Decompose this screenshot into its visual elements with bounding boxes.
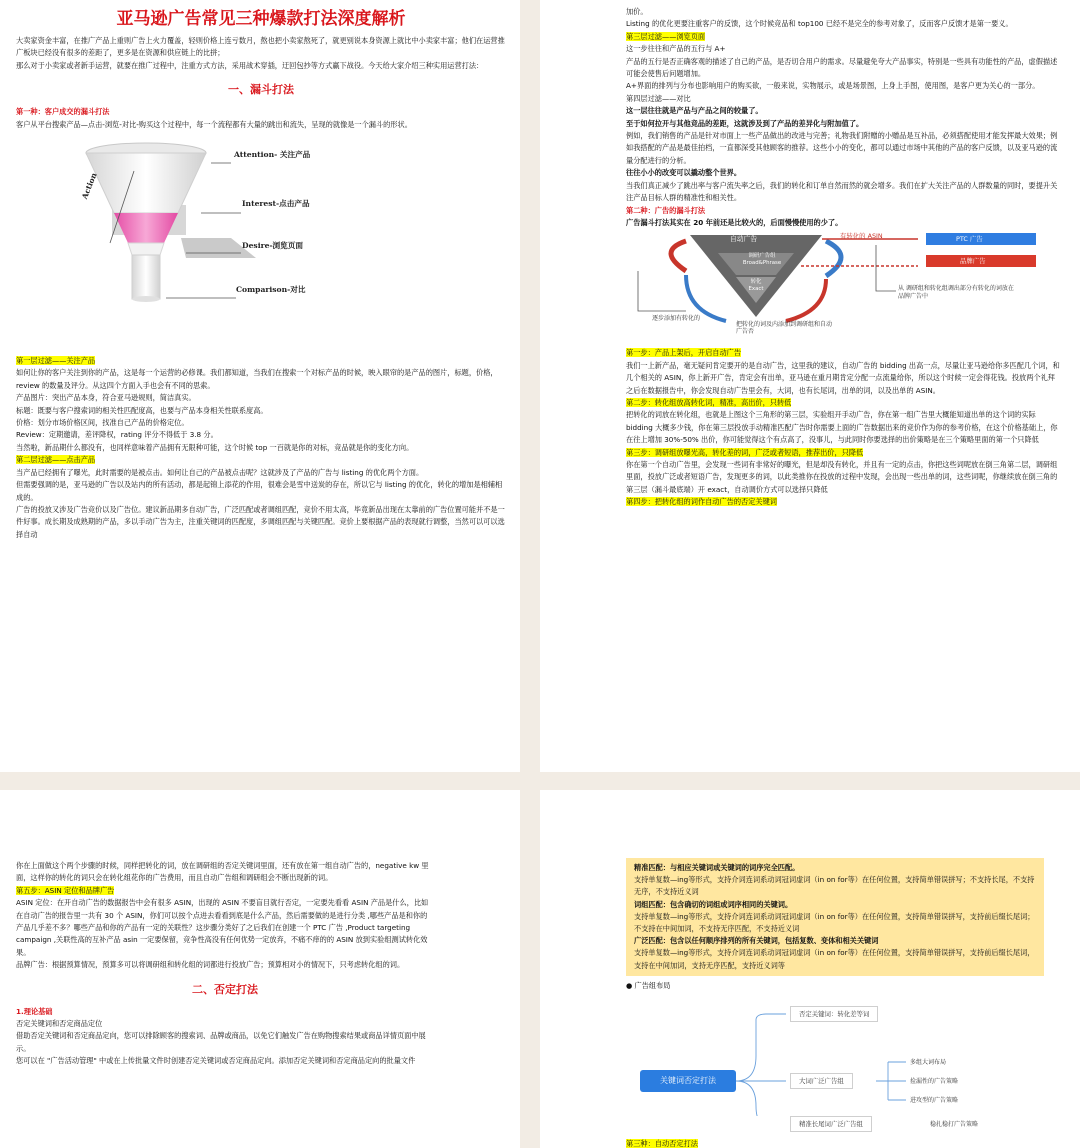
funnel-label-interest: Interest-点击产品 (242, 199, 310, 209)
tree-leaf-multi-group: 多组大词布局 (910, 1059, 947, 1067)
layer3-text-3: A+界面的排列与分布也影响用户的购买欲，一般来说，实物展示，或是场景图，上身上手图，使用图，是客户更为关心的一部分。 (626, 81, 1040, 91)
step3-heading: 第三步：调研组放曝光高，转化差的词，广泛或者短语，推荐出价，只降低 (626, 447, 864, 457)
layer4-text-3: 例如，我们销售的产品是针对市面上一些产品做出的改进与完善；礼物我们附赠的小赠品是互补品，必须搭配使用才能发挥最大效果；例如我搭配的产品是最佳拍档，一直都深受其他顾客的推荐。这些小小的变化，都可以通过市场中其他的产品的客户反馈，以及亚马逊的流量分配进行的分析。 (626, 131, 1058, 165)
p3-top-text: 你在上面做这个两个步骤的时候，同样把转化的词，放在调研组的否定关键词里面，还有放在第一组自动广告的，negative kw 里面，这样你的转化的词只会在转化组花你的广告费用，而且自动广告组和调研组会不断出现新的词。 (16, 861, 429, 883)
step4-heading: 第四步：把转化组的词作自动广告的否定关键词 (626, 497, 777, 507)
step2-heading: 第二步：转化组放高转化词，精准，高出价，只转低 (626, 397, 792, 407)
diag-exact: 转化 Exact (748, 279, 764, 293)
section-heading-funnel: 一、漏斗打法 (228, 83, 294, 97)
kind1-heading: 第一种：客户成交的漏斗打法 (16, 107, 110, 117)
theory-text-3: 您可以在 "广告活动管理" 中或在上传批量文件时创建否定关键词或否定商品定向。添加否定关键词和否定商品定向的批量文件 (16, 1056, 416, 1066)
kind1-text: 客户从平台搜索产品—点击-浏览-对比-购买这个过程中，每一个流程都有大量的跳出和流失，呈现的就像是一个漏斗的形状。 (16, 119, 412, 129)
layer4-text-5: 当我们真正减少了跳出率与客户流失率之后，我们的转化和订单自然而然的就会增多。我们在扩大关注产品的人群数量的同时，要提升关注产品目标人群的精准性和相关性。 (626, 180, 1058, 203)
page-3 (0, 790, 520, 1148)
diag-neg2: 把转化的词及内添加到调研组和自动广告否 (736, 321, 833, 336)
step1-text: 我们一上新产品，毫无疑问肯定要开的是自动广告，这里我的建议，自动广告的 bidding 出高一点，尽量让亚马逊给你多匹配几个词，和几个相关的 ASIN，你上新开广告，肯定会有出单，亚马逊在重月期肯定分配一点流量给你，所以这个时候一定会得花钱。投放两个礼拜之后在数据报告中，你会发现自动广告里会有，大词，也有长尾词，出单的词，以及出单的 ASIN。 (626, 360, 1060, 395)
layer1-text-5: Review：定期邀请，差评降权，rating 评分不得低于 3.8 分。 (16, 430, 218, 440)
diag-right-note: 从 调研组和转化组调出部分有转化的词放在品牌广告中 (898, 285, 1014, 301)
ad-funnel-diagram (626, 231, 1060, 343)
kind2-text: 广告漏斗打法其实在 20 年前还是比较火的，后面慢慢使用的少了。 (626, 217, 843, 227)
intro-paragraph-2: 那么对于小卖家或者新手运营，就要在推广过程中，注重方式方法，采用战术穿插，迂回包抄等方式赢下战役。今天给大家介绍三种实用运营打法： (16, 60, 484, 70)
match-exact-text: 支持单复数—ing等形式，支持介词连词系动词冠词虚词（in on for等）在任何位置，支持简单错误拼写；不支持长尾，不支持无序，不支持近义词 (634, 875, 1035, 897)
funnel-action-label: Action (80, 171, 99, 201)
theory-text-2: 借助否定关键词和否定商品定向，您可以排除顾客的搜索词、品牌或商品，以免它们触发广告在购物搜索结果或商品详情页面中展示。 (16, 1031, 426, 1053)
step5-text-1: ASIN 定位：在开自动广告的数据报告中会有很多 ASIN，出现的 ASIN 不要盲目就行否定，一定要先看看 ASIN 产品是什么，比如在自动广告的报告里一共有 30 个 ASIN，你们可以按个点进去看看到底是什么产品，然后需要做的是进行分类 ,哪些产品是和你的产品几乎差不多？哪些产品和你的产品有一定的关联性？这步骤分类好了之后我们在创建一个 PTC 广告 ,Product targeting campaign ,关联性高的互补产品 asin 一定要保留，竞争性高没有任何优势一定放弃，不痛不痒的的 ASIN 放到实验组测试转化效果。 (16, 898, 429, 957)
layer2-heading: 第二层过滤——点击产品 (16, 455, 96, 465)
step5-text-2: 品牌广告：根据预算情况，预算多可以将调研组和转化组的词都进行投放广告；预算相对小的情况下，只考虑转化组的词。 (16, 960, 405, 970)
document-title: 亚马逊广告常见三种爆款打法深度解析 (116, 9, 406, 29)
diag-brand: 品牌广告 (960, 257, 986, 266)
diag-auto-ad: 自动广告 (730, 235, 758, 244)
layer4-text-2: 至于如何拉开与其他竞品的差距，这就涉及到了产品的差异化与附加值了。 (626, 118, 864, 128)
layer1-text-3: 标题：既要与客户搜索词的相关性匹配度高，也要与产品本身相关性联系度高。 (16, 405, 268, 415)
layer1-text-2: 产品图片：突出产品本身，符合亚马逊规则，简洁真实。 (16, 393, 196, 403)
match-type-box (626, 858, 1044, 976)
tree-node-negative-keywords: 否定关键词：转化差等词 (790, 1006, 878, 1022)
step3-text: 你在第一个自动广告里，会发现一些词有非常好的曝光，但是却没有转化，并且有一定的点击，你把这些词呢放在倒三角第二层，调研组里面，投放广泛或者短语广告，发现更多的词，以此类推你在投放的过程中发现，会出现一些出单的词，这些词呢，你继续放在倒三角的第三层（漏斗最底端）开 exact，自动调价方式可以选择只降低 (626, 459, 1058, 494)
layer3-text-2: 产品的五行是否正确客观的描述了自己的产品，是否切合用户的需求。尽量避免夸大产品事实，特别是一些具有功能性的产品，虚假描述可能会使售后问题增加。 (626, 56, 1058, 79)
layer1-heading: 第一层过滤——关注产品 (16, 356, 96, 366)
step2-text: 把转化的词放在转化组，也就是上图这个三角形的第三层，实验组开手动广告，你在第一组广告里大概能知道出单的这个词的实际 bidding 大概多少钱，你在第三层投放手动精准匹配广告时你需要上面的广告数据出来的竞价作为你的参考价格，在这个价格基础上，你在往上增加 30%-50% 出价，你可能觉得这个有点高了，没事儿，与此同时你要选择的出价策略是在三个策略里面的第一个只降低 (626, 410, 1058, 445)
theory-text-1: 否定关键词和否定商品定位 (16, 1019, 103, 1029)
layer1-text-4: 价格：划分市场价格区间，找准自己产品的价格定位。 (16, 418, 189, 428)
layer3-heading: 第三层过滤——浏览页面 (626, 31, 706, 41)
page-4 (540, 790, 1080, 1148)
tree-node-broad-ad-group: 大词广泛广告组 (790, 1073, 853, 1089)
funnel-graphic (16, 133, 416, 355)
layer2-text-1: 当产品已经拥有了曝光，此时需要的是被点击。如何让自己的产品被点击呢？这就涉及了产品的广告与 listing 的优化两个方面。 (16, 467, 424, 477)
layer4-text-1: 这一层往往就是产品与产品之间的较量了。 (626, 106, 763, 116)
layer1-text-6: 当然啦，新品期什么都没有，也同样意味着产品拥有无限种可能，这个时候 top 一百就是你的对标，竞品就是你的变化方向。 (16, 442, 414, 452)
ad-group-layout-bullet: ● 广告组布局 (626, 980, 671, 990)
layer2-text-3: 广告的投放又涉及广告竞价以及广告位。建议新品期多自动广告，广泛匹配或者调组匹配，竞价不用太高，毕竟新品出现在太靠前的广告位置可能并不是一件好事。成长期及成熟期的产品，多以手动广告为主，注重关键词的匹配度，多调组匹配与关键匹配。竞价上要根据产品的表现就行调整，当然可以可以选择自动 (16, 504, 505, 539)
diag-asin: 有转化的 ASIN (840, 232, 883, 241)
kind3-heading: 第三种：自动否定打法 (626, 1139, 698, 1148)
section-heading-negative: 二、否定打法 (192, 982, 258, 996)
funnel-label-attention: Attention- 关注产品 (234, 150, 311, 160)
layer4-heading: 第四层过滤——对比 (626, 93, 691, 103)
kind2-heading: 第二种：广告的漏斗打法 (626, 205, 706, 215)
p2-top-2: Listing 的优化更要注重客户的反馈，这个时候竞品和 top100 已经不是完全的参考对象了，反而客户反馈才是第一要义。 (626, 19, 1013, 29)
match-phrase-text: 支持单复数—ing等形式，支持介词连词系动词冠词虚词（in on for等）在任何位置，支持简单错误拼写，支持前后缀长尾词；不支持在中间加词，不支持无序匹配，不支持近义词 (634, 911, 1035, 934)
layer2-text-2: 但需要强调的是，亚马逊的广告以及站内的所有活动，都是起锦上添花的作用，很难会是雪中送炭的存在，所以它与 listing 的优化，转化的增加是相辅相成的。 (16, 480, 503, 502)
page-2 (540, 0, 1080, 772)
tree-leaf-pickup: 捡漏性的广告策略 (910, 1078, 959, 1086)
funnel-diagram (16, 133, 506, 355)
match-broad-title: 广泛匹配：包含以任何顺序排列的所有关键词，包括复数、变体和相关关键词 (634, 936, 879, 946)
layer3-text-1: 这一步往往和产品的五行与 A+ (626, 44, 726, 54)
intro-paragraph-1: 大卖家资金丰富，在推广产品上重则广告上火力覆盖，轻则价格上连亏数月，熬也把小卖家熬死了，就更别说本身资源上就比中小卖家丰富；他们在运营推广板块已经没有很多的差距了，更多是在资源和供应链上的比拼； (16, 36, 505, 58)
layer4-text-4: 往往小小的改变可以撬动整个世界。 (626, 168, 742, 178)
match-exact-title: 精准匹配：与相应关键词或关键词的词序完全匹配。 (634, 863, 800, 872)
funnel-label-desire: Desire-浏览页面 (242, 241, 303, 251)
diag-ptc: PTC 广告 (956, 235, 983, 244)
negative-keyword-tree (626, 996, 1044, 1116)
layer1-text-1: 如何让你的客户关注到你的产品，这是每一个运营的必修课。我们都知道，当我们在搜索一个对标产品的时候，映入眼帘的是产品的图片，标题，价格，review 的数量及评分。从这四个方面入手也会有不同的思索。 (16, 368, 498, 390)
match-broad-text: 支持单复数—ing等形式，支持介词连词系动词冠词虚词（in on for等）在任何位置，支持简单错误拼写，支持前后缀长尾词，支持在中间加词，支持无序匹配，支持近义词等 (634, 948, 1035, 970)
tree-root-negative-keyword-strategy: 关键词否定打法 (640, 1070, 736, 1092)
step5-heading: 第五步：ASIN 定位和品牌广告 (16, 885, 115, 895)
step1-heading: 第一步：产品上架后，开启自动广告 (626, 348, 742, 358)
p2-top-1: 加价。 (626, 7, 648, 16)
page-1 (0, 0, 520, 772)
tree-leaf-steady: 稳扎稳打广告策略 (930, 1121, 979, 1128)
diag-neg1: 逐步添加有转化的 (652, 315, 701, 323)
page-4-bottom (540, 1112, 1080, 1148)
diag-broad: 调研广告组 Broad&Phrase (742, 253, 782, 267)
funnel-label-comparison: Comparison-对比 (236, 285, 306, 295)
tree-node-exact-longtail: 精准长尾词广泛广告组 (790, 1116, 872, 1132)
match-phrase-title: 词组匹配：包含确切的词组或词序相同的关键词。 (634, 899, 793, 909)
theory-heading: 1.理论基础 (16, 1006, 53, 1016)
tree-leaf-attack: 进攻型的广告策略 (910, 1097, 959, 1105)
